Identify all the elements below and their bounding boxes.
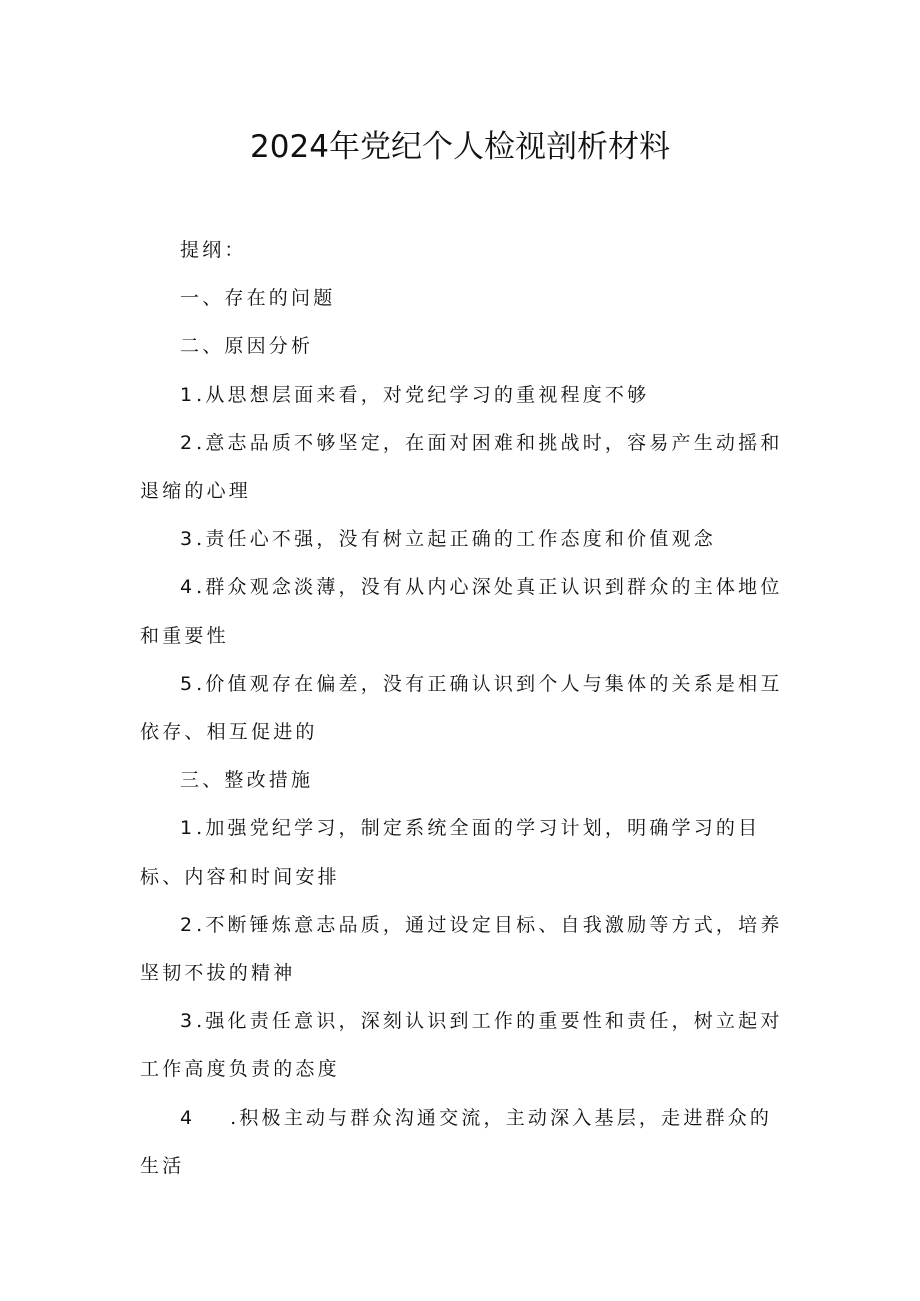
cause-item-number: 1 (180, 383, 193, 406)
cause-item-number: 3 (180, 528, 193, 551)
cause-item-text: .责任心不强，没有树立起正确的工作态度和价值观念 (196, 528, 716, 551)
section-heading-causes: 二、原因分析 (180, 335, 314, 358)
cause-item-text: .意志品质不够坚定，在面对困难和挑战时，容易产生动摇和退缩的心理 (140, 431, 783, 503)
measure-item (140, 804, 790, 900)
cause-item-text: .价值观存在偏差，没有正确认识到个人与集体的关系是相互依存、相互促进的 (140, 672, 783, 744)
measure-item (140, 1094, 790, 1190)
section-heading-measures: 三、整改措施 (180, 769, 314, 792)
cause-item (140, 563, 790, 659)
cause-item (140, 660, 790, 756)
measure-item (140, 901, 790, 997)
measure-item-text: .积极主动与群众沟通交流，主动深入基层，走进群众的生活 (140, 1106, 773, 1177)
cause-item (140, 371, 790, 419)
measure-item-number: 4 (180, 1106, 193, 1129)
measure-item-number: 1 (180, 817, 193, 840)
document-body (140, 226, 790, 1190)
measure-item-number: 2 (180, 913, 193, 936)
measure-item-text: .强化责任意识，深刻认识到工作的重要性和责任，树立起对工作高度负责的态度 (140, 1010, 783, 1081)
cause-item (140, 515, 790, 563)
measure-item-text: .加强党纪学习，制定系统全面的学习计划，明确学习的目标、内容和时间安排 (140, 817, 761, 888)
outline-label: 提纲： (180, 239, 247, 261)
cause-item (140, 419, 790, 515)
document-title: 2024年党纪个人检视剖析材料 (250, 129, 670, 165)
section-heading-problems: 一、存在的问题 (180, 287, 336, 310)
measure-item-number: 3 (180, 1010, 193, 1033)
cause-item-number: 5 (180, 672, 193, 695)
cause-item-text: .群众观念淡薄，没有从内心深处真正认识到群众的主体地位和重要性 (140, 576, 783, 647)
cause-item-text: .从思想层面来看，对党纪学习的重视程度不够 (196, 383, 650, 406)
measure-item (140, 997, 790, 1093)
cause-item-number: 2 (180, 431, 193, 454)
cause-item-number: 4 (180, 576, 193, 599)
measure-item-text: .不断锤炼意志品质，通过设定目标、自我激励等方式，培养坚韧不拔的精神 (140, 913, 783, 985)
